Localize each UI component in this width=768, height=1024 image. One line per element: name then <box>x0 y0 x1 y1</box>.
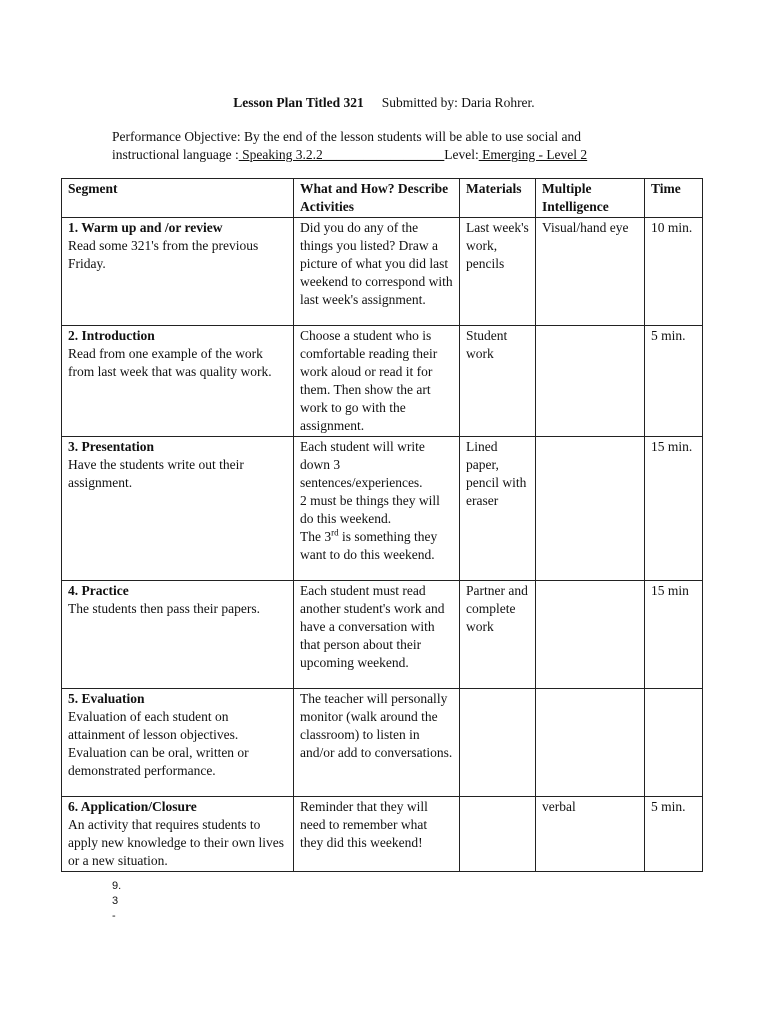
activity-line-b: 2 must be things they will do this weekend. <box>300 493 440 526</box>
time-cell <box>645 689 703 797</box>
activity-line-c-text: is something they want to do this weekend. <box>300 529 438 562</box>
segment-cell <box>62 797 294 872</box>
footer-line-3: - <box>112 910 116 922</box>
time-cell: 5 min. <box>645 326 703 437</box>
lesson-plan-title: Lesson Plan Titled 321 <box>233 95 364 110</box>
submitted-by: Submitted by: Daria Rohrer. <box>381 95 535 110</box>
segment-description: Evaluation of each student on attainment of lesson objectives. Evaluation can be oral, written or demonstrated performance. <box>68 709 249 778</box>
materials-cell: Partner and complete work <box>460 581 536 689</box>
segment-cell <box>62 437 294 581</box>
header-segment: Segment <box>62 179 294 218</box>
intelligence-cell <box>536 689 645 797</box>
table-row <box>62 437 703 581</box>
objective-level-value: Emerging - Level 2 <box>478 147 588 162</box>
intelligence-cell: Visual/hand eye <box>536 218 645 326</box>
header-what-and-how: What and How? Describe Activities <box>294 179 460 218</box>
header-time: Time <box>645 179 703 218</box>
materials-cell: Lined paper, pencil with eraser <box>460 437 536 581</box>
table-row <box>62 797 703 872</box>
objective-level-label: Level: <box>444 147 479 162</box>
table-row <box>62 218 703 326</box>
segment-title: 6. Application/Closure <box>68 799 197 814</box>
lesson-plan-table <box>61 178 703 872</box>
header-materials: Materials <box>460 179 536 218</box>
activity-ordinal-suffix: rd <box>331 527 339 538</box>
segment-cell <box>62 218 294 326</box>
segment-description: The students then pass their papers. <box>68 601 260 616</box>
segment-title: 3. Presentation <box>68 439 154 454</box>
header-multiple-intelligence: Multiple Intelligence <box>536 179 645 218</box>
intelligence-cell <box>536 437 645 581</box>
segment-title: 1. Warm up and /or review <box>68 220 223 235</box>
objective-skill: Speaking 3.2.2__________________ <box>238 147 445 162</box>
segment-cell <box>62 689 294 797</box>
segment-title: 4. Practice <box>68 583 129 598</box>
activity-cell <box>294 437 460 581</box>
activity-cell: Did you do any of the things you listed? Draw a picture of what you did last weekend to correspond with last week's assignment. <box>294 218 460 326</box>
table-row <box>62 581 703 689</box>
table-row <box>62 326 703 437</box>
title-line <box>0 94 768 112</box>
time-cell: 5 min. <box>645 797 703 872</box>
time-cell: 10 min. <box>645 218 703 326</box>
segment-cell <box>62 326 294 437</box>
footer-line-2: 3 <box>112 895 119 907</box>
table-row <box>62 689 703 797</box>
table-header-row <box>62 179 703 218</box>
segment-description: Have the students write out their assignment. <box>68 457 244 490</box>
intelligence-cell <box>536 326 645 437</box>
intelligence-cell <box>536 581 645 689</box>
objective-line-1: Performance Objective: By the end of the lesson students will be able to use social and <box>112 129 581 144</box>
intelligence-cell: verbal <box>536 797 645 872</box>
segment-description: Read from one example of the work from last week that was quality work. <box>68 346 272 379</box>
materials-cell: Student work <box>460 326 536 437</box>
segment-description: Read some 321's from the previous Friday. <box>68 238 259 271</box>
activity-cell: Each student must read another student's work and have a conversation with that person about their upcoming weekend. <box>294 581 460 689</box>
footer-line-1: 9. <box>112 880 122 892</box>
activity-cell: Choose a student who is comfortable reading their work aloud or read it for them. Then show the art work to go with the assignment. <box>294 326 460 437</box>
time-cell: 15 min. <box>645 437 703 581</box>
materials-cell <box>460 689 536 797</box>
time-cell: 15 min <box>645 581 703 689</box>
objective-line-2-prefix: instructional language : <box>112 147 239 162</box>
materials-cell: Last week's work, pencils <box>460 218 536 326</box>
segment-title: 5. Evaluation <box>68 691 145 706</box>
segment-description: An activity that requires students to apply new knowledge to their own lives or a new situation. <box>68 817 284 868</box>
performance-objective <box>112 128 672 164</box>
activity-line-a: Each student will write down 3 sentences/experiences. <box>300 439 425 490</box>
segment-title: 2. Introduction <box>68 328 155 343</box>
materials-cell <box>460 797 536 872</box>
activity-ordinal-number: The 3 <box>300 529 332 544</box>
activity-line-c <box>300 528 453 564</box>
activity-cell: The teacher will personally monitor (walk around the classroom) to listen in and/or add to conversations. <box>294 689 460 797</box>
activity-cell: Reminder that they will need to remember what they did this weekend! <box>294 797 460 872</box>
segment-cell <box>62 581 294 689</box>
page-footer <box>112 879 121 924</box>
